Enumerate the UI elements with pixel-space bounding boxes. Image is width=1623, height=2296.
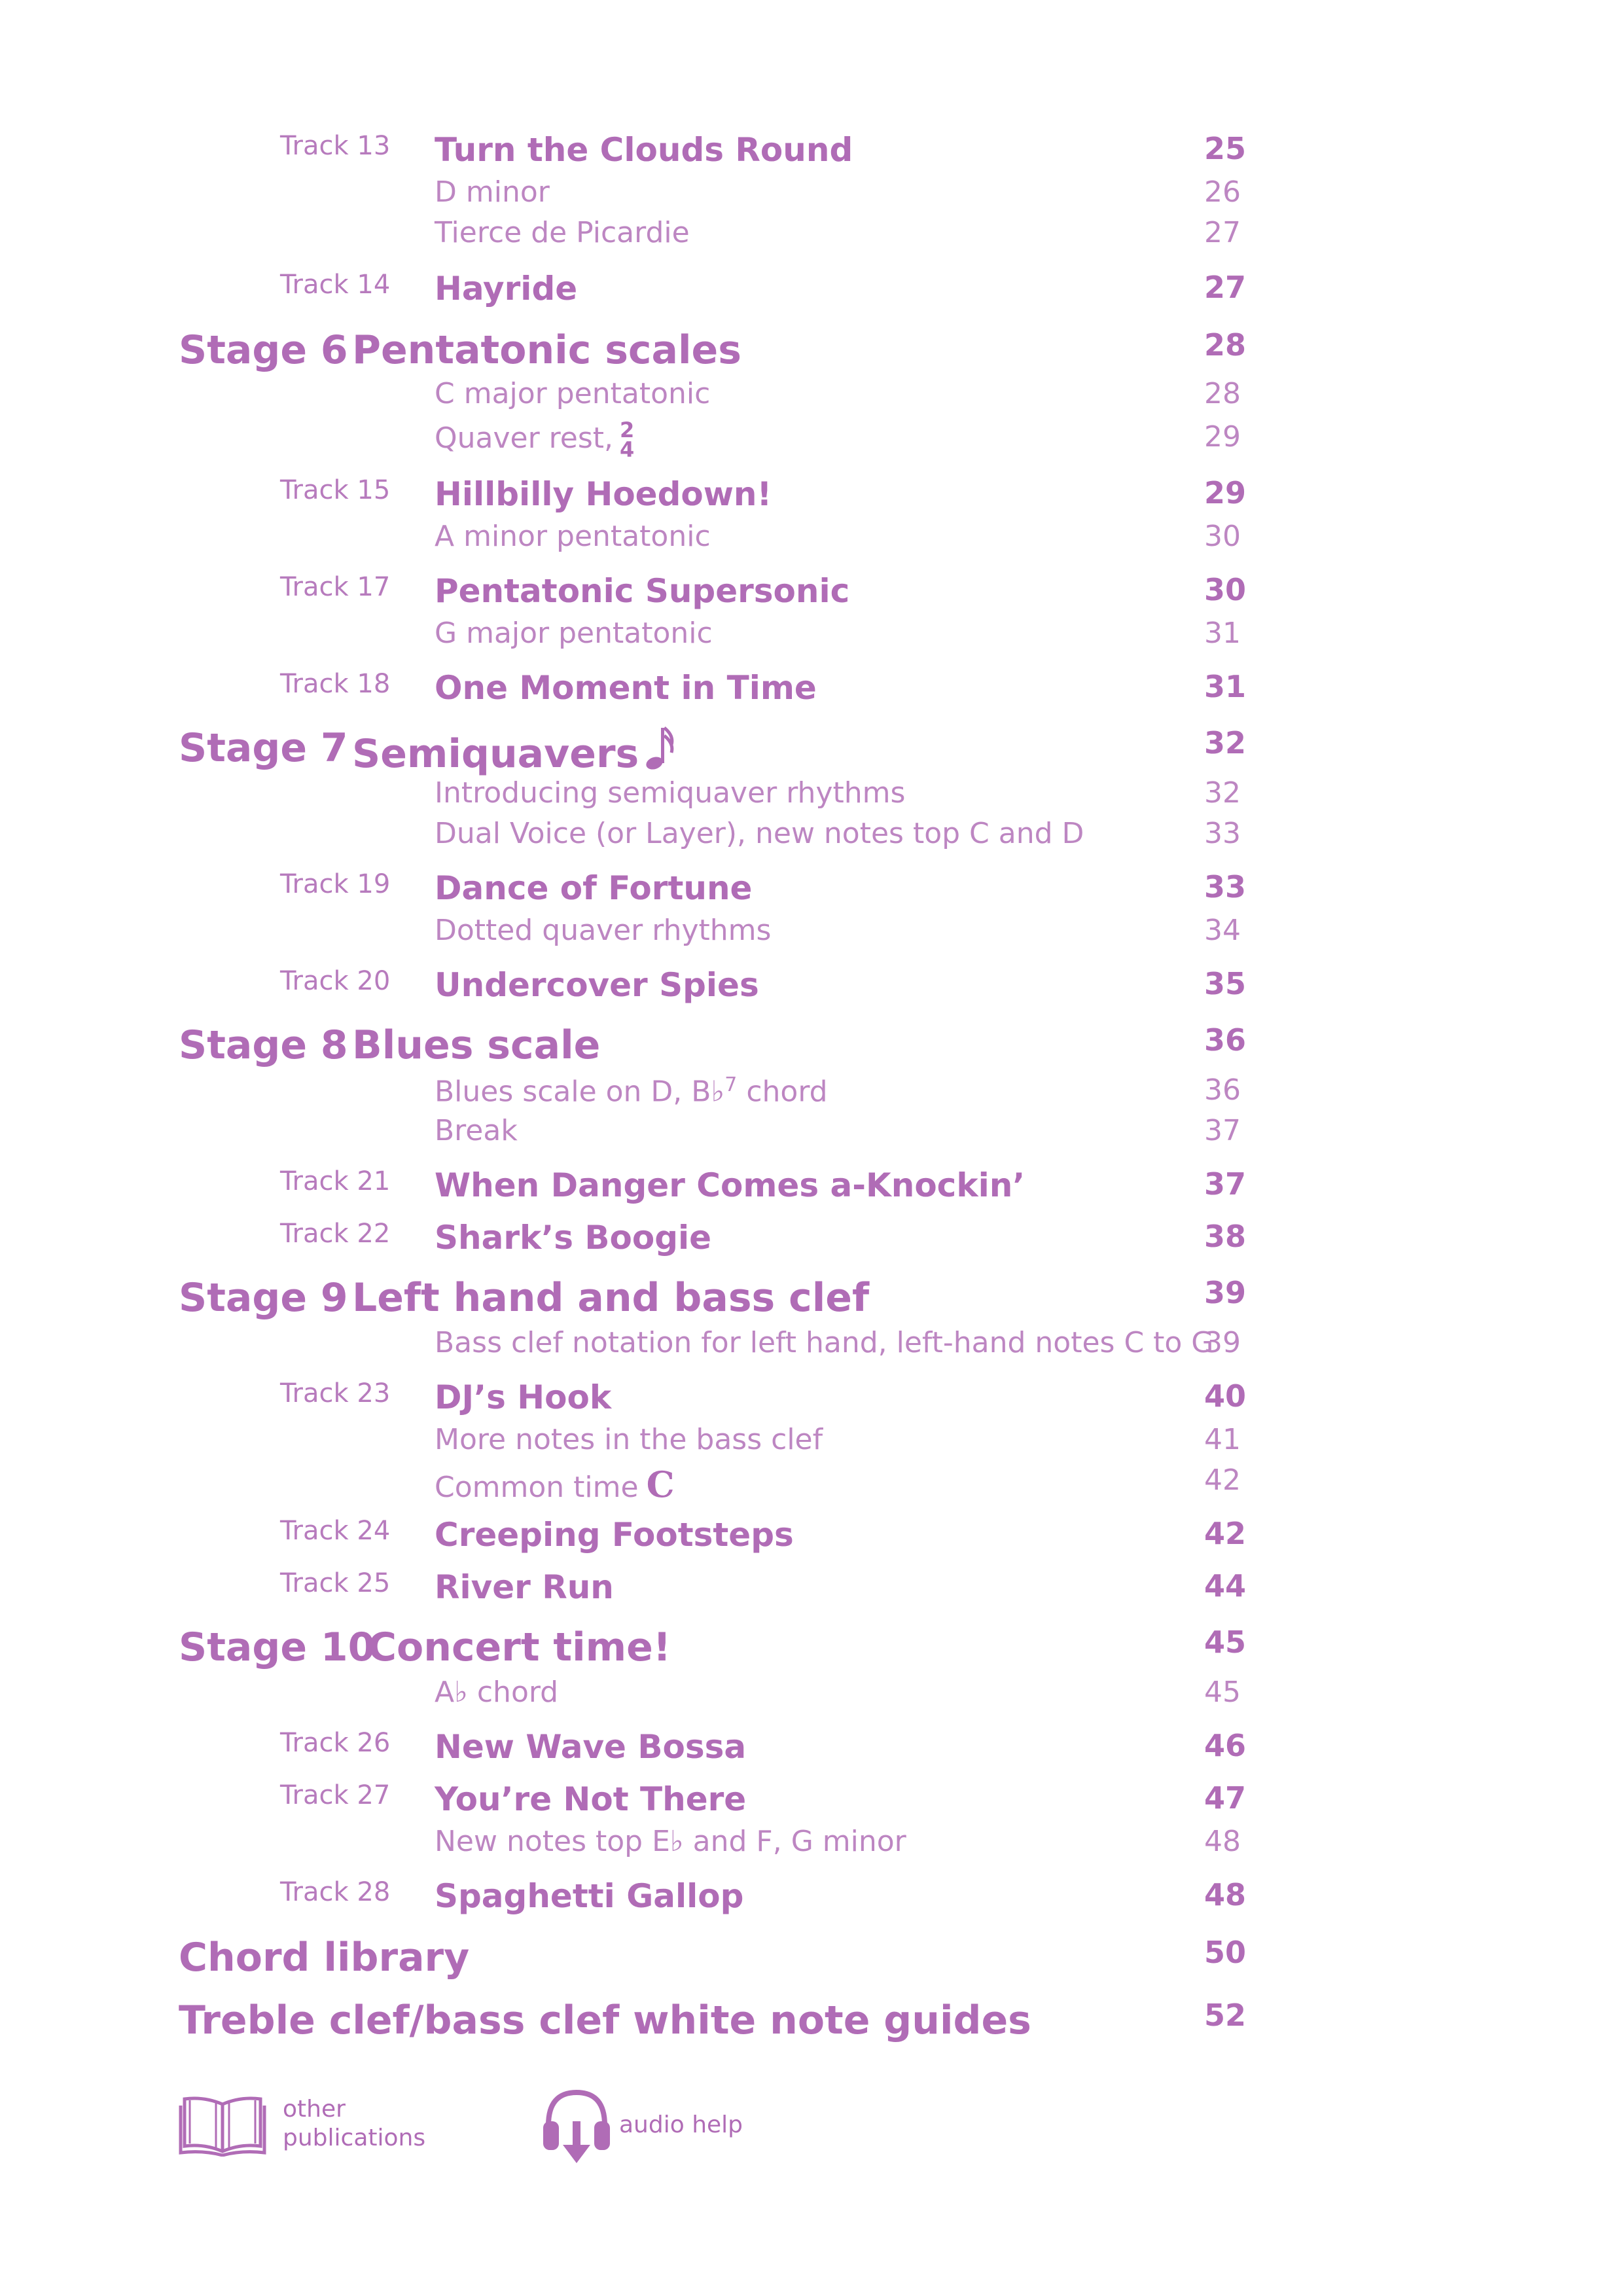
section-title: Treble clef/bass clef white note guides [179,1998,1031,2043]
toc-entry[interactable] [0,270,1623,315]
track-number: Track 20 [280,966,391,996]
page-number: 30 [1204,520,1241,553]
page-number: 37 [1204,1166,1247,1202]
track-number: Track 26 [280,1728,391,1758]
entry-title: Undercover Spies [435,966,759,1004]
flat-symbol: ♭ [454,1676,468,1709]
other-publications-line1: other [283,2096,346,2123]
entry-title: Shark’s Boogie [435,1219,712,1257]
page-number: 50 [1204,1935,1247,1970]
page-number: 32 [1204,776,1241,810]
subtopic-text: New notes top E [435,1825,670,1858]
stage-title [352,1022,600,1068]
subtopic-text: A [435,1676,455,1709]
headphones-download-icon [541,2085,613,2167]
subtopic: D minor [435,175,550,209]
toc-entry[interactable] [0,966,1623,1012]
page-number: 26 [1204,175,1241,209]
track-number: Track 13 [280,131,391,161]
page-number: 36 [1204,1073,1241,1107]
toc-entry[interactable] [0,1463,1623,1509]
toc-entry[interactable] [0,1275,1623,1321]
toc-entry[interactable] [0,1780,1623,1826]
stage-title-text: Left hand and bass clef [352,1275,870,1321]
track-number: Track 27 [280,1780,391,1810]
subtopic: Tierce de Picardie [435,216,690,249]
toc-entry[interactable] [0,669,1623,715]
toc-entry[interactable] [0,377,1623,423]
page-number: 46 [1204,1728,1247,1763]
entry-title: Hillbilly Hoedown! [435,475,772,513]
subtopic-text: Blues scale on D, B [435,1075,711,1109]
entry-title: Dance of Fortune [435,869,753,907]
flat-symbol: ♭ [711,1075,725,1109]
subtopic [435,1825,906,1858]
page-number: 36 [1204,1022,1247,1058]
track-number: Track 28 [280,1877,391,1907]
subtopic: Dotted quaver rhythms [435,914,772,947]
page-number: 33 [1204,817,1241,850]
subtopic [435,1676,558,1709]
page-number: 41 [1204,1423,1241,1456]
toc-entry[interactable] [0,914,1623,960]
toc-entry[interactable] [0,1516,1623,1562]
footer [0,2085,1623,2183]
toc-entry[interactable] [0,131,1623,177]
track-number: Track 24 [280,1516,391,1546]
other-publications-link[interactable] [178,2085,440,2163]
toc-entry[interactable] [0,420,1623,466]
entry-title: Creeping Footsteps [435,1516,794,1554]
time-signature-bottom: 4 [620,437,635,462]
track-number: Track 15 [280,475,391,505]
toc-entry[interactable] [0,1877,1623,1923]
subtopic: More notes in the bass clef [435,1423,823,1456]
subtopic-text: Quaver rest, [435,422,614,455]
toc-entry[interactable] [0,776,1623,822]
entry-title: You’re Not There [435,1780,747,1818]
stage-label: Stage 10 [179,1624,376,1670]
track-number: Track 14 [280,270,391,300]
subtopic-text: and F, G minor [683,1825,906,1858]
toc-entry[interactable] [0,617,1623,662]
page-number: 42 [1204,1516,1247,1551]
page-number: 42 [1204,1463,1241,1497]
toc-entry[interactable] [0,817,1623,863]
subtopic [435,418,635,462]
page-number: 29 [1204,420,1241,454]
entry-title: DJ’s Hook [435,1378,612,1416]
subtopic [435,1463,675,1505]
toc-entry[interactable] [0,216,1623,262]
toc-entry[interactable] [0,1166,1623,1212]
toc-entry[interactable] [0,1728,1623,1774]
page-number: 44 [1204,1568,1247,1604]
subtopic: A minor pentatonic [435,520,711,553]
page-number: 48 [1204,1877,1247,1912]
toc-entry[interactable] [0,475,1623,521]
entry-title: Pentatonic Supersonic [435,572,850,610]
page-number: 32 [1204,725,1247,761]
entry-title: Turn the Clouds Round [435,131,853,169]
page-number: 47 [1204,1780,1247,1816]
page-number: 45 [1204,1676,1241,1709]
subtopic-text: chord [737,1075,828,1109]
page-number: 30 [1204,572,1247,607]
audio-help-label: audio help [619,2111,743,2138]
entry-title: River Run [435,1568,614,1606]
toc-entry[interactable] [0,1935,1623,1981]
subtopic: Break [435,1114,518,1147]
page-number: 25 [1204,131,1247,166]
page-number: 37 [1204,1114,1241,1147]
page-number: 31 [1204,669,1247,704]
page-number: 34 [1204,914,1241,947]
subtopic [435,1073,828,1109]
stage-label: Stage 6 [179,327,348,373]
toc-entry[interactable] [0,1219,1623,1265]
toc-entry[interactable] [0,1568,1623,1614]
subtopic: G major pentatonic [435,617,713,650]
page-number: 27 [1204,216,1241,249]
page-number: 39 [1204,1275,1247,1310]
track-number: Track 22 [280,1219,391,1249]
entry-title: One Moment in Time [435,669,817,707]
toc-entry[interactable] [0,1326,1623,1372]
entry-title: When Danger Comes a-Knockin’ [435,1166,1026,1204]
stage-title [368,1624,671,1670]
subtopic: Bass clef notation for left hand, left-hand notes C to G [435,1326,1214,1359]
toc-entry[interactable] [0,1998,1623,2043]
toc-entry[interactable] [0,1423,1623,1469]
open-book-icon [178,2091,267,2157]
entry-title: New Wave Bossa [435,1728,747,1766]
time-signature-top: 2 [620,418,635,442]
subtopic-text: chord [467,1676,559,1709]
page-number: 38 [1204,1219,1247,1254]
entry-title: Spaghetti Gallop [435,1877,744,1915]
track-number: Track 19 [280,869,391,899]
track-number: Track 18 [280,669,391,699]
track-number: Track 21 [280,1166,391,1196]
semiquaver-icon [645,725,678,771]
toc-entry[interactable] [0,869,1623,915]
stage-title-text: Concert time! [368,1624,671,1670]
stage-label: Stage 8 [179,1022,348,1068]
common-time-icon: C [646,1463,675,1505]
stage-title [352,327,741,373]
subtopic: Dual Voice (or Layer), new notes top C and D [435,817,1084,850]
stage-title-text: Semiquavers [352,731,639,777]
toc-entry[interactable] [0,725,1623,777]
stage-label: Stage 7 [179,725,348,771]
page-number: 31 [1204,617,1241,650]
page-number: 28 [1204,377,1241,410]
page-number: 40 [1204,1378,1247,1414]
toc-entry[interactable] [0,1825,1623,1871]
page-number: 39 [1204,1326,1241,1359]
time-signature-icon [620,418,635,462]
track-number: Track 23 [280,1378,391,1408]
page-number: 35 [1204,966,1247,1001]
stage-title [352,1275,869,1321]
toc-entry[interactable] [0,1073,1623,1119]
page-number: 48 [1204,1825,1241,1858]
audio-help-link[interactable] [541,2085,750,2170]
toc-entry[interactable] [0,1114,1623,1160]
flat-symbol: ♭ [669,1825,684,1858]
track-number: Track 17 [280,572,391,602]
toc-entry[interactable] [0,520,1623,565]
page-number: 27 [1204,270,1247,305]
stage-title-text: Pentatonic scales [352,327,741,373]
stage-title [352,725,678,777]
stage-title-text: Blues scale [352,1022,601,1068]
page-number: 28 [1204,327,1247,363]
section-title: Chord library [179,1935,470,1981]
toc-entry[interactable] [0,572,1623,618]
subtopic: C major pentatonic [435,377,711,410]
toc-entry[interactable] [0,1676,1623,1721]
page-number: 29 [1204,475,1247,511]
toc-entry[interactable] [0,327,1623,373]
toc-entry[interactable] [0,1022,1623,1068]
page-number: 33 [1204,869,1247,905]
chord-superscript: 7 [724,1073,738,1096]
stage-label: Stage 9 [179,1275,348,1321]
subtopic: Introducing semiquaver rhythms [435,776,906,810]
page-number: 45 [1204,1624,1247,1660]
entry-title: Hayride [435,270,578,308]
toc-entry[interactable] [0,1624,1623,1670]
toc-entry[interactable] [0,1378,1623,1424]
page-number: 52 [1204,1998,1247,2033]
track-number: Track 25 [280,1568,391,1598]
subtopic-text: Common time [435,1471,639,1504]
other-publications-line2: publications [283,2125,426,2151]
toc-entry[interactable] [0,175,1623,221]
